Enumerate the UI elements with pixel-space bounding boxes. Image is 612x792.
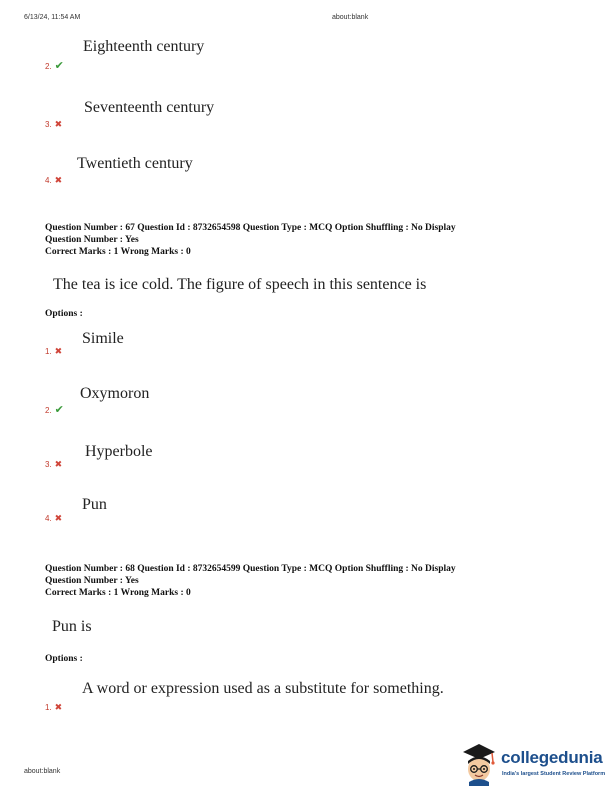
correct-check-icon: ✔ [54,60,64,72]
question-text: The tea is ice cold. The figure of speech in this sentence is [53,276,427,293]
option-number: 2. ✔ [45,404,64,416]
collegedunia-logo [459,742,609,788]
question-meta [45,222,456,258]
question-meta-line: Question Number : 67 Question Id : 8732654598 Question Type : MCQ Option Shuffling : No Display [45,223,456,233]
wrong-cross-icon: ✖ [54,119,63,129]
option-text: Twentieth century [77,155,193,172]
options-label: Options : [45,309,83,319]
wrong-cross-icon: ✖ [54,702,63,712]
print-datetime: 6/13/24, 11:54 AM [24,14,81,21]
options-label: Options : [45,654,83,664]
correct-check-icon: ✔ [54,404,64,416]
wrong-cross-icon: ✖ [54,175,63,185]
student-mascot-icon [459,742,499,786]
question-meta-line: Question Number : 68 Question Id : 8732654599 Question Type : MCQ Option Shuffling : No Display [45,564,456,574]
option-text: Seventeenth century [84,99,215,116]
question-meta-line: Question Number : Yes [45,576,139,586]
logo-tagline: India's largest Student Review Platform [502,771,606,777]
option-number: 3. ✖ [45,119,63,129]
option-number: 3. ✖ [45,459,63,469]
question-meta-line: Question Number : Yes [45,235,139,245]
option-text: A word or expression used as a substitute for something. [82,680,444,697]
option-text: Simile [82,330,124,347]
option-text: Pun [82,496,107,513]
option-number: 2. ✔ [45,60,64,72]
option-text: Hyperbole [85,443,153,460]
logo-name: collegedunia [501,748,603,767]
footer-url: about:blank [24,768,61,775]
wrong-cross-icon: ✖ [54,346,63,356]
wrong-cross-icon: ✖ [54,513,63,523]
question-meta-line: Correct Marks : 1 Wrong Marks : 0 [45,588,191,598]
option-number: 4. ✖ [45,175,63,185]
option-number: 4. ✖ [45,513,63,523]
option-number: 1. ✖ [45,702,63,712]
question-meta [45,563,456,599]
option-number: 1. ✖ [45,346,63,356]
wrong-cross-icon: ✖ [54,459,63,469]
option-text: Oxymoron [80,385,150,402]
question-text: Pun is [52,618,92,635]
print-url: about:blank [332,14,369,21]
option-text: Eighteenth century [83,38,205,55]
question-meta-line: Correct Marks : 1 Wrong Marks : 0 [45,247,191,257]
